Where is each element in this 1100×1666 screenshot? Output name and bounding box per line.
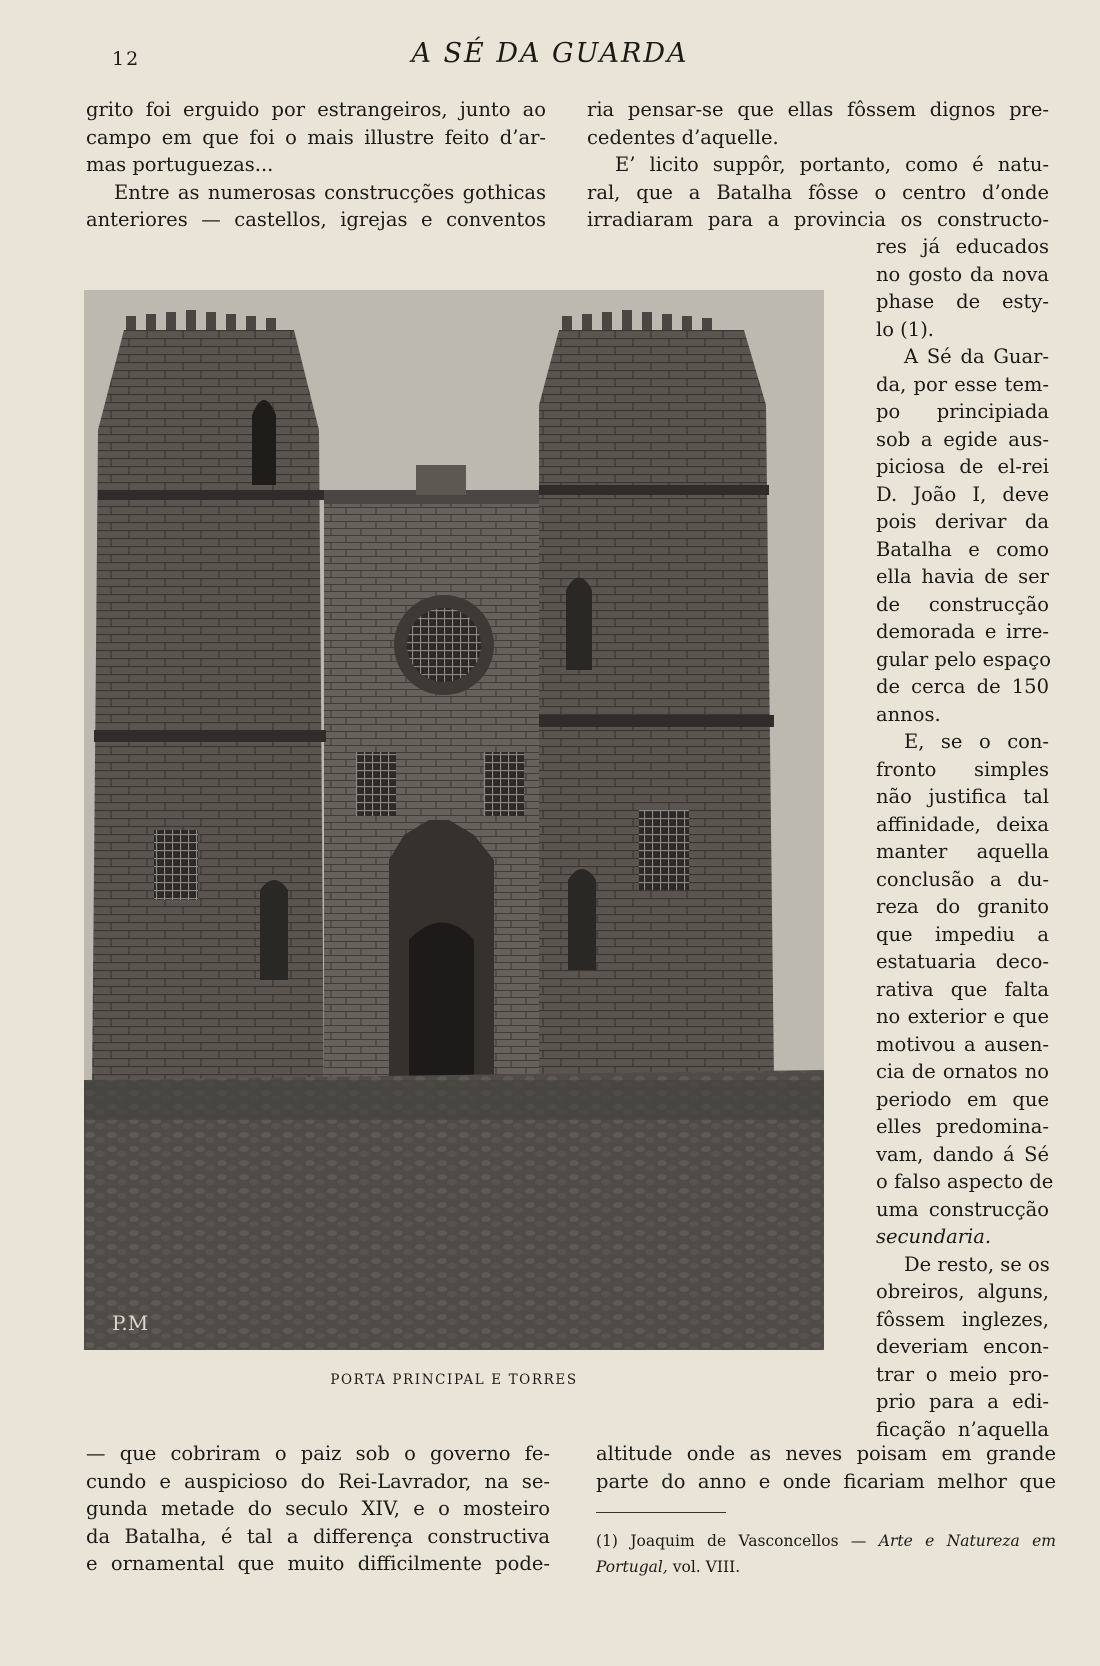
- running-header: [0, 38, 1100, 78]
- text-line: prio para a edi-: [876, 1390, 1049, 1413]
- text-line: E, se o con-: [904, 730, 1049, 753]
- text-line: secundaria.: [876, 1225, 992, 1248]
- text-line: parte do anno e onde ficariam melhor que: [596, 1469, 1056, 1493]
- text-line: ficação n’aquella: [876, 1417, 1049, 1441]
- text-line: de construcção: [876, 592, 1049, 616]
- text-line: elles predomina-: [876, 1115, 1049, 1138]
- text-line: motivou a ausen-: [876, 1032, 1049, 1056]
- text-line: demorada e irre-: [876, 620, 1049, 643]
- text-line: altitude onde as neves poisam em grande: [596, 1442, 1056, 1465]
- text-line: phase de esty-: [876, 290, 1049, 313]
- page-number: 12: [112, 48, 141, 70]
- text-line: cia de ornatos no: [876, 1060, 1049, 1083]
- running-title: A SÉ DA GUARDA: [411, 38, 689, 69]
- text-line: de cerca de 150: [876, 675, 1049, 698]
- text-line: Entre as numerosas construcções gothicas: [114, 180, 546, 204]
- text-line: no gosto da nova: [876, 262, 1049, 286]
- text-line: estatuaria deco-: [876, 950, 1049, 973]
- text-line: o falso aspecto de: [876, 1170, 1054, 1193]
- text-line: conclusão a du-: [876, 867, 1049, 891]
- text-line: da, por esse tem-: [876, 372, 1049, 396]
- text-line: no exterior e que: [876, 1005, 1049, 1028]
- text-line: res já educados: [876, 235, 1049, 258]
- left-column-top: [86, 96, 546, 234]
- text-line: uma construcção: [876, 1197, 1049, 1221]
- text-line: annos.: [876, 702, 941, 726]
- footnote-work-2: Portugal,: [596, 1558, 668, 1576]
- footnote: [596, 1528, 1056, 1580]
- text-line: grito foi erguido por estrangeiros, junto ao: [86, 98, 546, 121]
- text-line: irradiaram para a provincia os constructo-: [587, 208, 1049, 231]
- right-column-narrow: [876, 233, 1054, 1443]
- text-line: manter aquella: [876, 840, 1049, 863]
- right-column-top: [587, 96, 1049, 234]
- text-line: fronto simples: [876, 757, 1049, 781]
- text-line: De resto, se os: [904, 1252, 1050, 1276]
- text-line: pois derivar da: [876, 510, 1049, 533]
- right-column-bottom: [596, 1440, 1056, 1495]
- footnote-rule: [596, 1512, 726, 1513]
- text-line: A Sé da Guar-: [904, 345, 1049, 368]
- footnote-author: Joaquim de Vasconcellos —: [630, 1532, 867, 1550]
- text-line: sob a egide aus-: [876, 427, 1049, 451]
- text-line: cedentes d’aquelle.: [587, 125, 779, 149]
- footnote-line: [596, 1554, 1056, 1580]
- text-line: da Batalha, é tal a differença constructiva: [86, 1524, 550, 1548]
- text-line: po principiada: [876, 400, 1049, 423]
- text-line: trar o meio pro-: [876, 1362, 1049, 1386]
- text-line: e ornamental que muito difficilmente pode-: [86, 1552, 550, 1575]
- left-column-bottom: [86, 1440, 550, 1578]
- text-line: Batalha e como: [876, 537, 1049, 561]
- text-line: campo em que foi o mais illustre feito d’ar-: [86, 125, 546, 149]
- text-line: piciosa de el-rei: [876, 455, 1049, 478]
- text-line: E’ licito suppôr, portanto, como é natu-: [615, 153, 1049, 176]
- text-line: rativa que falta: [876, 977, 1049, 1001]
- cathedral-illustration: [84, 290, 824, 1350]
- text-line: ria pensar-se que ellas fôssem dignos pre-: [587, 98, 1049, 121]
- text-line: cundo e auspicioso do Rei-Lavrador, na se-: [86, 1469, 550, 1493]
- photo-caption: PORTA PRINCIPAL E TORRES: [330, 1372, 578, 1388]
- text-line: lo (1).: [876, 317, 934, 341]
- text-line: que impediu a: [876, 922, 1049, 946]
- text-line: ral, que a Batalha fôsse o centro d’onde: [587, 180, 1049, 204]
- text-line: fôssem inglezes,: [876, 1307, 1049, 1331]
- text-line: ella havia de ser: [876, 565, 1049, 588]
- text-line: não justifica tal: [876, 785, 1049, 808]
- footnote-volume: vol. VIII.: [672, 1558, 741, 1576]
- text-line: vam, dando á Sé: [876, 1142, 1049, 1166]
- footnote-work: Arte e Natureza em: [878, 1532, 1056, 1550]
- text-line: reza do granito: [876, 895, 1049, 918]
- text-line: affinidade, deixa: [876, 812, 1049, 836]
- footnote-marker: (1): [596, 1532, 618, 1550]
- text-line: gunda metade do seculo XIV, e o mosteiro: [86, 1497, 550, 1520]
- text-line: deveriam encon-: [876, 1335, 1049, 1358]
- footnote-line: [596, 1528, 1056, 1554]
- text-line: obreiros, alguns,: [876, 1280, 1049, 1303]
- cathedral-photograph: [84, 290, 824, 1350]
- text-line: gular pelo espaço: [876, 647, 1051, 671]
- text-line: D. João I, deve: [876, 482, 1049, 506]
- text-line: — que cobriram o paiz sob o governo fe-: [86, 1442, 550, 1465]
- text-line: anteriores — castellos, igrejas e conventos: [86, 208, 546, 231]
- text-line: mas portuguezas...: [86, 153, 274, 176]
- text-line: periodo em que: [876, 1087, 1049, 1111]
- photo-monogram: P.M: [112, 1311, 149, 1335]
